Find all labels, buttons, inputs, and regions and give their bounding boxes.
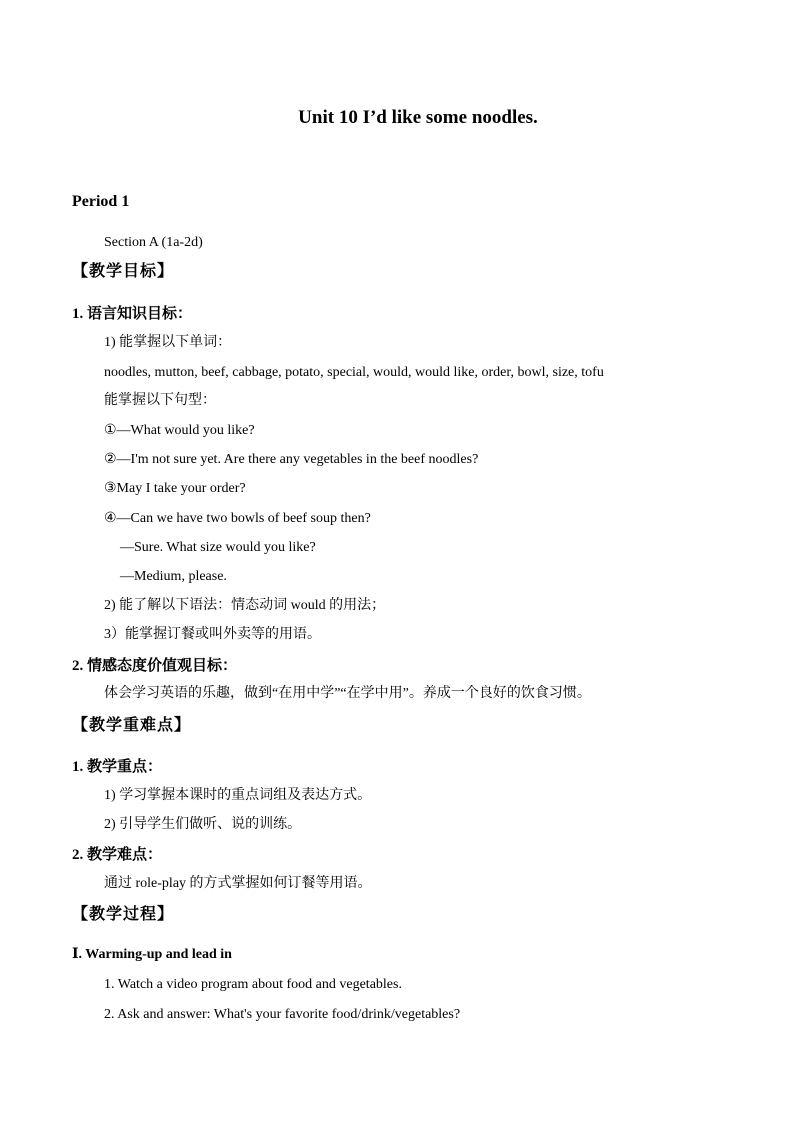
sentence-item: ②—I'm not sure yet. Are there any vegetables in the beef noodles? <box>104 452 479 467</box>
emotion-objective-title: 2. 情感态度价值观目标： <box>72 658 238 674</box>
vocab-intro: 1) 能掌握以下单词： <box>104 335 232 350</box>
focus-title: 1. 教学重点： <box>72 759 163 775</box>
ordering-objective: 3）能掌握订餐或叫外卖等的用语。 <box>104 627 321 642</box>
warming-up-item: 2. Ask and answer: What's your favorite food/drink/vegetables? <box>104 1007 461 1022</box>
sentence-item: ③May I take your order? <box>104 481 246 496</box>
sentence-item: ①—What would you like? <box>104 423 255 438</box>
grammar-objective: 2) 能了解以下语法：情态动词 would 的用法； <box>104 598 386 613</box>
section-label: Section A (1a-2d) <box>104 235 203 250</box>
sentence-item: —Medium, please. <box>120 569 227 584</box>
sentence-intro: 能掌握以下句型： <box>104 393 216 408</box>
vocab-list: noodles, mutton, beef, cabbage, potato, special, would, would like, order, bowl, size, tofu <box>104 365 604 380</box>
sentence-item: ④—Can we have two bowls of beef soup then? <box>104 511 371 526</box>
warming-up-title: Ⅰ. Warming-up and lead in <box>72 947 232 962</box>
difficulty-title: 2. 教学难点： <box>72 847 163 863</box>
key-points-heading: 【教学重难点】 <box>72 717 192 734</box>
focus-item: 1) 学习掌握本课时的重点词组及表达方式。 <box>104 788 372 803</box>
emotion-objective-text: 体会学习英语的乐趣，做到“在用中学”“在学中用”。养成一个良好的饮食习惯。 <box>104 686 591 701</box>
objectives-heading: 【教学目标】 <box>72 263 175 280</box>
focus-item: 2) 引导学生们做听、说的训练。 <box>104 817 302 832</box>
warming-up-item: 1. Watch a video program about food and vegetables. <box>104 977 402 992</box>
period-label: Period 1 <box>72 193 130 210</box>
sentence-item: —Sure. What size would you like? <box>120 540 316 555</box>
difficulty-text: 通过 role-play 的方式掌握如何订餐等用语。 <box>104 876 372 891</box>
knowledge-objective-title: 1. 语言知识目标： <box>72 306 193 322</box>
process-heading: 【教学过程】 <box>72 906 175 923</box>
document-title: Unit 10 I’d like some noodles. <box>298 107 538 128</box>
